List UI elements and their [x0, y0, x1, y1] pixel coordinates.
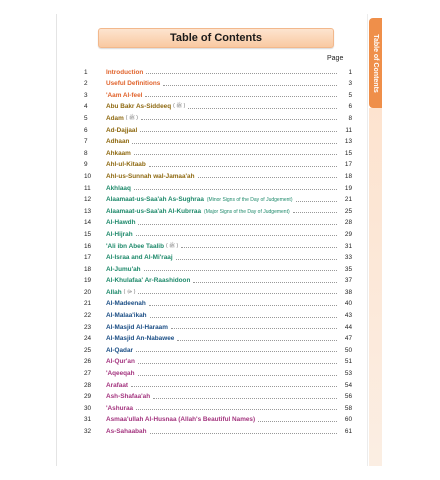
toc-entry[interactable]	[84, 296, 352, 308]
toc-entry[interactable]	[84, 342, 352, 354]
toc-entry-page: 25	[344, 207, 352, 215]
toc-entry-number: 8	[84, 149, 88, 157]
toc-entry-inner	[84, 230, 352, 238]
toc-entry-inner	[84, 219, 352, 227]
toc-entry-number: 17	[84, 254, 92, 262]
toc-entry-page: 1	[348, 68, 352, 76]
toc-entry-page: 19	[344, 184, 352, 192]
toc-entry-label: Al-Masjid Al-Haraam	[106, 323, 168, 331]
dot-leader	[176, 259, 337, 260]
toc-entry-label: Asmaa'ullah Al-Husnaa (Allah's Beautiful Names)	[106, 416, 256, 424]
toc-entry-page: 11	[345, 126, 352, 134]
toc-entry[interactable]	[84, 307, 352, 320]
toc-entry-page: 15	[344, 149, 352, 157]
toc-entry-page: 56	[344, 393, 352, 401]
dot-leader	[171, 328, 337, 329]
toc-entry-page: 35	[344, 265, 352, 273]
toc-entry-page: 58	[344, 404, 352, 412]
toc-entry-page: 5	[348, 91, 352, 99]
toc-entry[interactable]	[84, 423, 352, 435]
dot-leader	[132, 143, 337, 144]
toc-entry[interactable]	[84, 284, 352, 296]
toc-entry-label: Al-Hijrah	[106, 230, 133, 238]
toc-entry-label: Useful Definitions	[106, 80, 161, 88]
toc-entry[interactable]	[84, 168, 352, 180]
dot-leader	[144, 270, 337, 271]
honorific-glyph: ( ﷺ )	[173, 103, 186, 110]
toc-entry-page: 28	[344, 219, 352, 227]
toc-entry-inner	[84, 114, 352, 122]
toc-entry-number: 26	[84, 358, 92, 366]
toc-entry-inner	[84, 416, 352, 424]
toc-entry[interactable]	[84, 331, 352, 343]
toc-entry[interactable]	[84, 99, 352, 111]
toc-entry[interactable]	[84, 250, 352, 262]
toc-entry-number: 1	[84, 68, 88, 76]
toc-entry-label: Ad-Dajjaal	[106, 126, 138, 134]
toc-entry-number: 10	[84, 172, 92, 180]
page-column-header: Page	[327, 55, 344, 62]
toc-entry-number: 16	[84, 242, 92, 250]
toc-entry-page: 31	[344, 242, 352, 250]
page-title: Table of Contents	[169, 32, 263, 44]
toc-entry-page: 47	[344, 335, 352, 343]
toc-entry-number: 11	[84, 184, 91, 192]
toc-entry-inner	[84, 242, 352, 250]
toc-entry[interactable]	[84, 365, 352, 378]
toc-entry-label: 'Ashuraa	[106, 404, 134, 412]
toc-list	[84, 64, 352, 435]
toc-entry-page: 38	[344, 288, 352, 296]
toc-entry-inner	[84, 102, 352, 111]
toc-entry[interactable]	[84, 389, 352, 401]
toc-entry[interactable]	[84, 319, 352, 331]
toc-entry-number: 31	[84, 416, 92, 424]
toc-entry-label: Introduction	[106, 68, 144, 76]
toc-entry-number: 24	[84, 335, 92, 343]
toc-entry-label: Al-Qadar	[106, 346, 133, 354]
dot-leader	[145, 96, 337, 97]
toc-entry-label: Al-Jumu'ah	[106, 265, 141, 273]
toc-entry-inner	[84, 91, 352, 99]
toc-entry[interactable]	[84, 412, 352, 424]
toc-entry-number: 7	[84, 138, 88, 146]
toc-entry-label: Al-Khulafaa' Ar-Raashidoon	[106, 277, 191, 285]
toc-entry-inner	[84, 346, 352, 354]
toc-entry[interactable]	[84, 180, 352, 192]
toc-entry-label: 'Aam Al-feel	[106, 91, 143, 99]
dot-leader	[193, 282, 337, 283]
dot-leader	[134, 154, 337, 155]
toc-entry-number: 20	[84, 288, 92, 296]
toc-entry[interactable]	[84, 87, 352, 99]
toc-entry-number: 5	[84, 114, 88, 122]
toc-entry-label: Ahkaam	[106, 149, 131, 157]
toc-entry-page: 51	[344, 358, 352, 366]
toc-entry-page: 21	[344, 196, 352, 204]
dot-leader	[146, 73, 337, 74]
toc-entry-inner	[84, 68, 352, 76]
toc-entry-inner	[84, 126, 352, 134]
toc-entry-page: 8	[348, 114, 352, 122]
toc-entry-label: Al-Hawdh	[106, 219, 136, 227]
toc-entry-label: Al-Qur'an	[106, 358, 135, 366]
toc-entry-number: 9	[84, 161, 88, 169]
dot-leader	[138, 375, 337, 376]
toc-entry-page: 61	[344, 428, 352, 435]
toc-entry-label: Al-Malaa'ikah	[106, 312, 147, 320]
dot-leader	[198, 177, 337, 178]
honorific-glyph: ( ﷺ )	[165, 242, 179, 249]
toc-entry-label: 'Ali ibn Abee Taalib	[106, 242, 164, 250]
toc-entry-label: Ahl-ul-Kitaab	[106, 161, 146, 169]
toc-entry-inner	[84, 428, 352, 435]
toc-entry[interactable]	[84, 377, 352, 389]
toc-entry-page: 54	[344, 381, 352, 389]
side-tab-label: Table of Contents	[372, 33, 379, 93]
dot-leader	[136, 235, 337, 236]
toc-entry-page: 50	[344, 346, 352, 354]
side-tab[interactable]	[369, 18, 382, 108]
toc-entry-label: As-Sahaabah	[106, 428, 147, 435]
toc-entry-label: Arafaat	[106, 381, 129, 389]
toc-entry-inner	[84, 393, 352, 401]
toc-entry-inner	[84, 172, 352, 180]
toc-entry-number: 12	[84, 196, 92, 204]
toc-entry[interactable]	[84, 215, 352, 227]
toc-entry-inner	[84, 196, 352, 204]
toc-entry[interactable]	[84, 238, 352, 250]
toc-entry-inner	[84, 288, 352, 296]
toc-entry-number: 14	[84, 219, 92, 227]
toc-entry[interactable]	[84, 354, 352, 366]
dot-leader	[188, 108, 337, 109]
toc-entry-inner	[84, 184, 352, 192]
toc-entry-page: 29	[344, 230, 352, 238]
page-edge-left	[56, 14, 57, 466]
toc-entry-number: 25	[84, 346, 92, 354]
toc-entry-page: 37	[344, 277, 352, 285]
toc-entry-inner	[84, 161, 352, 169]
side-strip	[369, 108, 382, 466]
toc-entry-number: 4	[84, 103, 88, 111]
toc-entry[interactable]	[84, 400, 352, 412]
dot-leader	[141, 119, 337, 120]
dot-leader	[149, 166, 337, 167]
toc-entry-number: 28	[84, 381, 92, 389]
toc-entry-label: 'Aqeeqah	[106, 370, 135, 378]
toc-entry-label: Al-Israa and Al-Mi'raaj	[106, 254, 173, 262]
honorific-glyph: ( ﷻ )	[123, 288, 136, 295]
dot-leader	[258, 421, 337, 422]
toc-entry-inner	[84, 370, 352, 378]
toc-entry-label: Adhaan	[106, 138, 130, 146]
toc-entry-page: 43	[344, 312, 352, 320]
toc-entry-inner	[84, 277, 352, 285]
toc-entry-number: 23	[84, 323, 92, 331]
toc-entry-label: Al-Masjid An-Nabawee	[106, 335, 175, 343]
toc-entry-inner	[84, 254, 352, 262]
toc-entry[interactable]	[84, 110, 352, 122]
dot-leader	[131, 386, 337, 387]
dot-leader	[149, 305, 337, 306]
toc-entry[interactable]	[84, 122, 352, 134]
toc-entry-page: 13	[344, 138, 352, 146]
dot-leader	[140, 131, 337, 132]
toc-entry-inner	[84, 381, 352, 389]
dot-leader	[138, 224, 337, 225]
toc-entry-number: 3	[84, 91, 88, 99]
toc-entry-page: 3	[348, 80, 352, 88]
toc-entry-inner	[84, 358, 352, 366]
toc-entry-number: 15	[84, 230, 92, 238]
toc-entry-number: 22	[84, 312, 92, 320]
toc-entry-inner	[84, 312, 352, 320]
toc-entry-page: 33	[344, 254, 352, 262]
toc-entry-inner	[84, 265, 352, 273]
toc-entry[interactable]	[84, 261, 352, 273]
dot-leader	[138, 363, 337, 364]
toc-entry[interactable]	[84, 192, 352, 204]
page-edge-right	[367, 14, 368, 466]
toc-entry-page: 40	[344, 300, 352, 308]
dot-leader	[136, 351, 337, 352]
toc-entry[interactable]	[84, 273, 352, 285]
toc-entry-number: 18	[84, 265, 92, 273]
toc-entry-page: 44	[344, 323, 352, 331]
toc-entry-inner	[84, 323, 352, 331]
toc-entry-note: (Major Signs of the Day of Judgement)	[204, 208, 290, 215]
dot-leader	[150, 317, 337, 318]
toc-entry-inner	[84, 404, 352, 412]
toc-entry-label: Ash-Shafaa'ah	[106, 393, 151, 401]
toc-entry-label: Al-Madeenah	[106, 300, 146, 308]
dot-leader	[181, 247, 337, 248]
dot-leader	[136, 409, 337, 410]
toc-entry-label: Alaamaat-us-Saa'ah As-Sughraa	[106, 196, 204, 204]
toc-entry-page: 53	[344, 370, 352, 378]
dot-leader	[177, 340, 337, 341]
toc-entry[interactable]	[84, 134, 352, 146]
toc-entry-label: Abu Bakr As-Siddeeq	[106, 103, 172, 111]
dot-leader	[293, 212, 337, 213]
honorific-glyph: ( ﷺ )	[125, 114, 138, 121]
dot-leader	[138, 293, 337, 294]
toc-entry-label: Adam	[106, 114, 124, 122]
toc-entry-label: Ahl-us-Sunnah wal-Jamaa'ah	[106, 172, 195, 180]
toc-entry[interactable]	[84, 157, 352, 169]
toc-entry-number: 13	[84, 207, 92, 215]
toc-entry-page: 60	[344, 416, 352, 424]
toc-entry-inner	[84, 207, 352, 215]
toc-entry-label: Alaamaat-us-Saa'ah Al-Kubrraa	[106, 207, 202, 215]
toc-entry-number: 29	[84, 393, 92, 401]
toc-entry[interactable]	[84, 226, 352, 238]
toc-entry-inner	[84, 138, 352, 146]
toc-entry-number: 6	[84, 126, 88, 134]
toc-entry-number: 30	[84, 404, 92, 412]
toc-entry[interactable]	[84, 76, 352, 88]
toc-entry-note: (Minor Signs of the Day of Judgement)	[206, 197, 293, 204]
toc-entry[interactable]	[84, 203, 352, 215]
toc-entry-inner	[84, 80, 352, 88]
toc-entry-page: 17	[344, 161, 352, 169]
toc-entry-page: 18	[344, 172, 352, 180]
toc-entry-number: 21	[84, 300, 92, 308]
toc-entry-number: 19	[84, 277, 92, 285]
toc-entry-inner	[84, 300, 352, 308]
dot-leader	[150, 433, 338, 434]
toc-entry-label: Akhlaaq	[106, 184, 131, 192]
toc-entry-number: 2	[84, 80, 88, 88]
dot-leader	[296, 201, 338, 202]
toc-entry-inner	[84, 149, 352, 157]
toc-entry-page: 6	[348, 103, 352, 111]
toc-entry-label: Allah	[106, 288, 122, 296]
dot-leader	[163, 85, 337, 86]
title-banner	[98, 28, 334, 48]
dot-leader	[134, 189, 337, 190]
toc-entry-number: 27	[84, 370, 92, 378]
toc-entry[interactable]	[84, 145, 352, 157]
dot-leader	[153, 398, 337, 399]
toc-entry-number: 32	[84, 428, 92, 435]
toc-entry-inner	[84, 335, 352, 343]
toc-entry[interactable]	[84, 64, 352, 76]
